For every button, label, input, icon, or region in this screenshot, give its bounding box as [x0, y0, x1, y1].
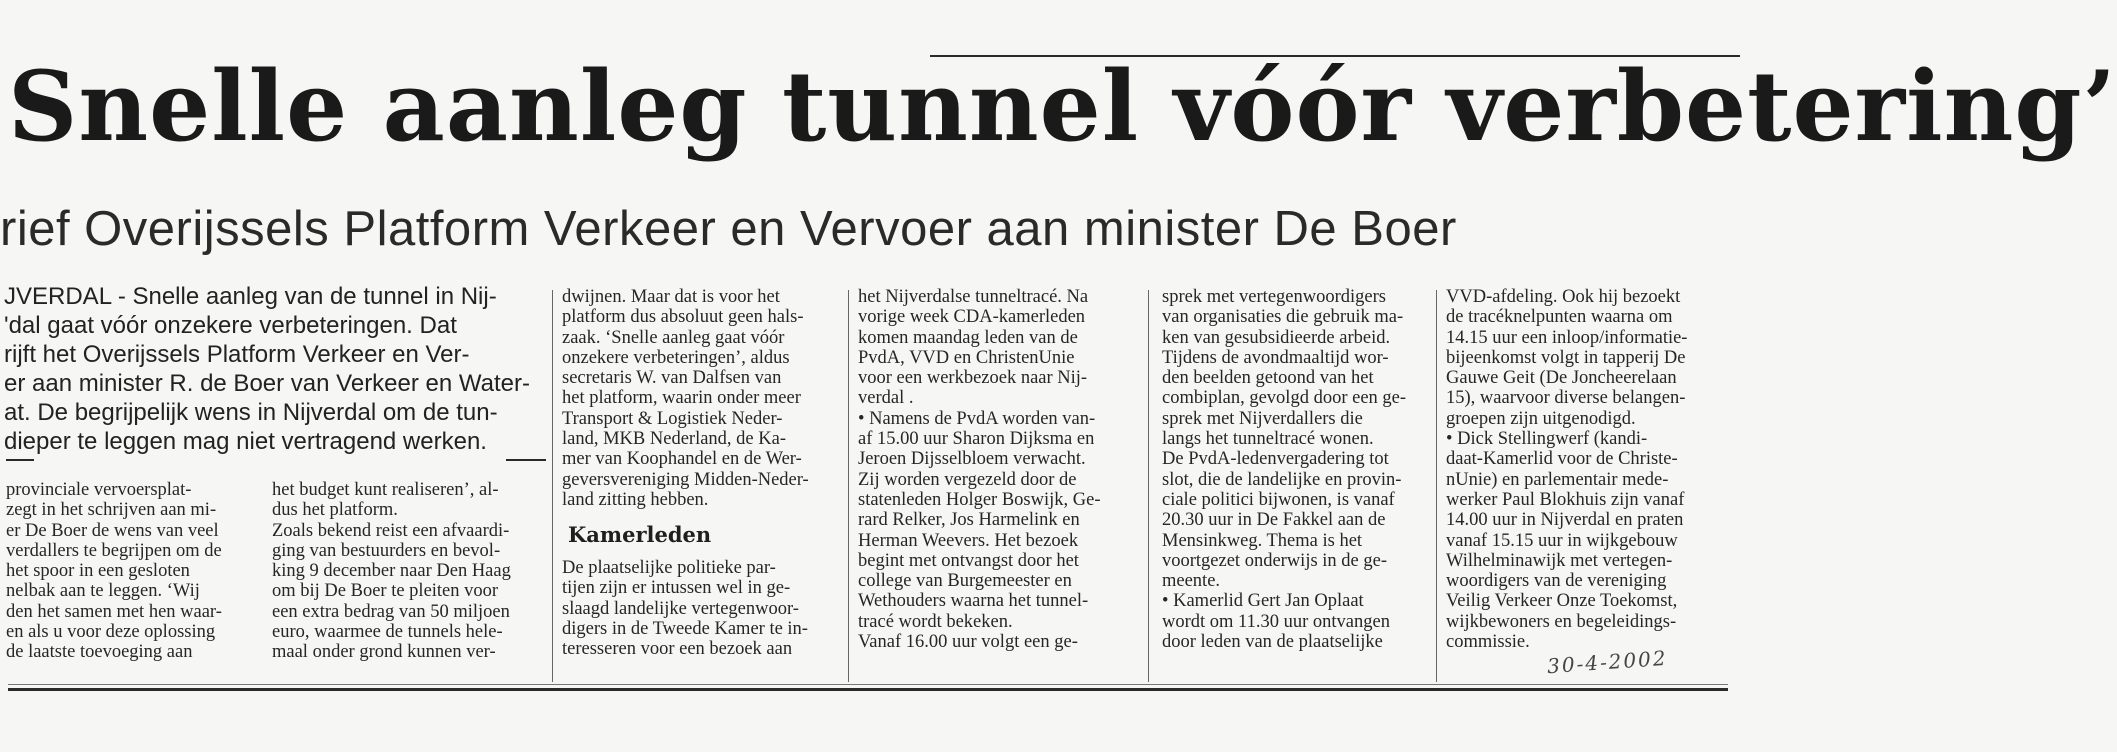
- column-b: [562, 287, 842, 510]
- text-line: het budget kunt realiseren’, al-: [272, 480, 499, 500]
- text-line: tracé wordt bekeken.: [858, 611, 1013, 632]
- text-line: 15), waarvoor diverse belangen-: [1446, 388, 1686, 409]
- text-line: land, MKB Nederland, de Ka-: [562, 429, 786, 450]
- text-line: werker Paul Blokhuis zijn vanaf: [1446, 489, 1685, 510]
- text-line: college van Burgemeester en: [858, 571, 1072, 592]
- text-line: den beelden getoond van het: [1162, 368, 1374, 389]
- text-line: ciale politici bijwonen, is vanaf: [1162, 489, 1395, 510]
- text-line: voortgezet onderwijs in de ge-: [1162, 550, 1388, 571]
- text-line: rard Relker, Jos Harmelink en: [858, 510, 1080, 531]
- text-line: slaagd landelijke vertegenwoor-: [562, 598, 799, 619]
- text-line: Zij worden vergezeld door de: [858, 469, 1077, 490]
- text-line: provinciale vervoersplat-: [6, 480, 192, 500]
- handwritten-date: 30-4-2002: [1546, 645, 1669, 679]
- text-line: statenleden Holger Boswijk, Ge-: [858, 489, 1101, 510]
- bottom-rule: [8, 688, 1728, 691]
- text-line: woordigers van de vereniging: [1446, 571, 1667, 592]
- column-divider-3: [1148, 290, 1149, 682]
- text-line: het platform, waarin onder meer: [562, 388, 801, 409]
- text-line: combiplan, gevolgd door een ge-: [1162, 388, 1407, 409]
- lead-line: rijft het Overijssels Platform Verkeer en Ver-: [4, 341, 470, 368]
- text-line: maal onder grond kunnen ver-: [272, 642, 496, 663]
- text-line: nUnie) en parlementair mede-: [1446, 469, 1669, 490]
- lead-line: dieper te leggen mag niet vertragend werken.: [4, 428, 487, 455]
- text-line: om bij De Boer te pleiten voor: [272, 581, 499, 602]
- text-line: ken van gesubsidieerde arbeid.: [1162, 327, 1391, 348]
- text-line: wijkbewoners en begeleidings-: [1446, 611, 1677, 632]
- text-line: groepen zijn uitgenodigd.: [1446, 408, 1636, 429]
- text-line: Herman Weevers. Het bezoek: [858, 530, 1079, 551]
- text-line: Wilhelminawijk met vertegen-: [1446, 550, 1673, 571]
- text-line: land zitting hebben.: [562, 489, 709, 510]
- text-line: • Kamerlid Gert Jan Oplaat: [1162, 591, 1364, 612]
- text-line: vanaf 15.15 uur in wijkgebouw: [1446, 530, 1678, 551]
- text-line: komen maandag leden van de: [858, 327, 1078, 348]
- lead-bottom-rule-right: [506, 459, 546, 461]
- text-line: wordt om 11.30 uur ontvangen: [1162, 611, 1390, 632]
- text-line: Transport & Logistiek Neder-: [562, 408, 783, 429]
- text-line: af 15.00 uur Sharon Dijksma en: [858, 429, 1095, 450]
- text-line: sprek met Nijverdallers die: [1162, 408, 1363, 429]
- column-c: [858, 287, 1128, 652]
- text-line: Veilig Verkeer Onze Toekomst,: [1446, 591, 1678, 612]
- text-line: commissie.: [1446, 632, 1530, 653]
- lead-paragraph: [4, 282, 552, 456]
- text-line: PvdA, VVD en ChristenUnie: [858, 347, 1075, 368]
- text-line: king 9 december naar Den Haag: [272, 561, 511, 582]
- text-line: vorige week CDA-kamerleden: [858, 307, 1086, 328]
- lead-line: 'dal gaat vóór onzekere verbeteringen. Dat: [4, 312, 457, 339]
- text-line: euro, waarmee de tunnels hele-: [272, 622, 503, 643]
- text-line: digers in de Tweede Kamer te in-: [562, 618, 808, 639]
- text-line: het spoor in een gesloten: [6, 561, 190, 582]
- text-line: Zoals bekend reist een afvaardi-: [272, 520, 510, 541]
- text-line: Mensinkweg. Thema is het: [1162, 530, 1363, 551]
- text-line: langs het tunneltracé wonen.: [1162, 429, 1374, 450]
- text-line: teresseren voor een bezoek aan: [562, 639, 793, 660]
- text-line: zaak. ‘Snelle aanleg gaat vóór: [562, 327, 785, 348]
- text-line: Gauwe Geit (De Joncheerelaan: [1446, 368, 1677, 389]
- text-line: De PvdA-ledenvergadering tot: [1162, 449, 1389, 470]
- text-line: de tracéknelpunten waarna om: [1446, 307, 1673, 328]
- text-line: Tijdens de avondmaaltijd wor-: [1162, 347, 1389, 368]
- lead-line: at. De begrijpelijk wens in Nijverdal om de tun-: [4, 399, 498, 426]
- text-line: ging van bestuurders en bevol-: [272, 540, 501, 561]
- text-line: dwijnen. Maar dat is voor het: [562, 287, 780, 307]
- section-subhead: Kamerleden: [568, 522, 712, 547]
- bottom-rule-thin: [8, 684, 1728, 685]
- text-line: 14.00 uur in Nijverdal en praten: [1446, 510, 1684, 531]
- text-line: • Namens de PvdA worden van-: [858, 408, 1096, 429]
- text-line: het Nijverdalse tunneltracé. Na: [858, 287, 1089, 307]
- column-divider-4: [1436, 290, 1437, 682]
- column-b2: [562, 558, 842, 659]
- text-line: door leden van de plaatselijke: [1162, 632, 1383, 653]
- text-line: een extra bedrag van 50 miljoen: [272, 601, 510, 622]
- text-line: verdallers te begrijpen om de: [6, 540, 222, 561]
- text-line: Vanaf 16.00 uur volgt een ge-: [858, 632, 1078, 653]
- text-line: geversvereniging Midden-Neder-: [562, 469, 809, 490]
- text-line: meente.: [1162, 571, 1221, 592]
- lead-bottom-rule-left: [6, 459, 34, 461]
- text-line: nelbak aan te leggen. ‘Wij: [6, 581, 200, 602]
- column-e: [1446, 287, 1736, 652]
- text-line: begint met ontvangst door het: [858, 550, 1079, 571]
- headline: Snelle aanleg tunnel vóór verbetering’: [8, 50, 2117, 163]
- text-line: slot, die de landelijke en provin-: [1162, 469, 1402, 490]
- text-line: 14.15 uur een inloop/informatie-: [1446, 327, 1688, 348]
- text-line: De plaatselijke politieke par-: [562, 558, 776, 578]
- text-line: verdal .: [858, 388, 914, 409]
- lead-line: JVERDAL - Snelle aanleg van de tunnel in Nij-: [4, 283, 497, 310]
- text-line: onzekere verbeteringen’, aldus: [562, 347, 790, 368]
- text-line: bijeenkomst volgt in tapperij De: [1446, 347, 1686, 368]
- column-a: [6, 480, 258, 663]
- column-divider-2: [848, 290, 849, 682]
- subheadline: rief Overijssels Platform Verkeer en Vervoer aan minister De Boer: [0, 202, 1457, 256]
- text-line: 20.30 uur in De Fakkel aan de: [1162, 510, 1386, 531]
- column-d: [1162, 287, 1430, 652]
- text-line: en als u voor deze oplossing: [6, 622, 216, 643]
- text-line: van organisaties die gebruik ma-: [1162, 307, 1404, 328]
- text-line: Jeroen Dijsselbloem verwacht.: [858, 449, 1086, 470]
- text-line: • Dick Stellingwerf (kandi-: [1446, 429, 1648, 450]
- lead-line: er aan minister R. de Boer van Verkeer en Water-: [4, 370, 531, 397]
- text-line: de laatste toevoeging aan: [6, 642, 193, 663]
- text-line: den het samen met hen waar-: [6, 601, 222, 622]
- text-line: mer van Koophandel en de Wer-: [562, 449, 802, 470]
- text-line: tijen zijn er intussen wel in ge-: [562, 578, 791, 599]
- text-line: daat-Kamerlid voor de Christe-: [1446, 449, 1678, 470]
- column-a2: [272, 480, 540, 663]
- text-line: sprek met vertegenwoordigers: [1162, 287, 1386, 307]
- text-line: zegt in het schrijven aan mi-: [6, 500, 217, 521]
- text-line: voor een werkbezoek naar Nij-: [858, 368, 1088, 389]
- column-divider-1: [552, 290, 553, 682]
- text-line: VVD-afdeling. Ook hij bezoekt: [1446, 287, 1681, 307]
- text-line: Wethouders waarna het tunnel-: [858, 591, 1089, 612]
- text-line: secretaris W. van Dalfsen van: [562, 368, 782, 389]
- text-line: er De Boer de wens van veel: [6, 520, 219, 541]
- text-line: dus het platform.: [272, 500, 398, 521]
- text-line: platform dus absoluut geen hals-: [562, 307, 804, 328]
